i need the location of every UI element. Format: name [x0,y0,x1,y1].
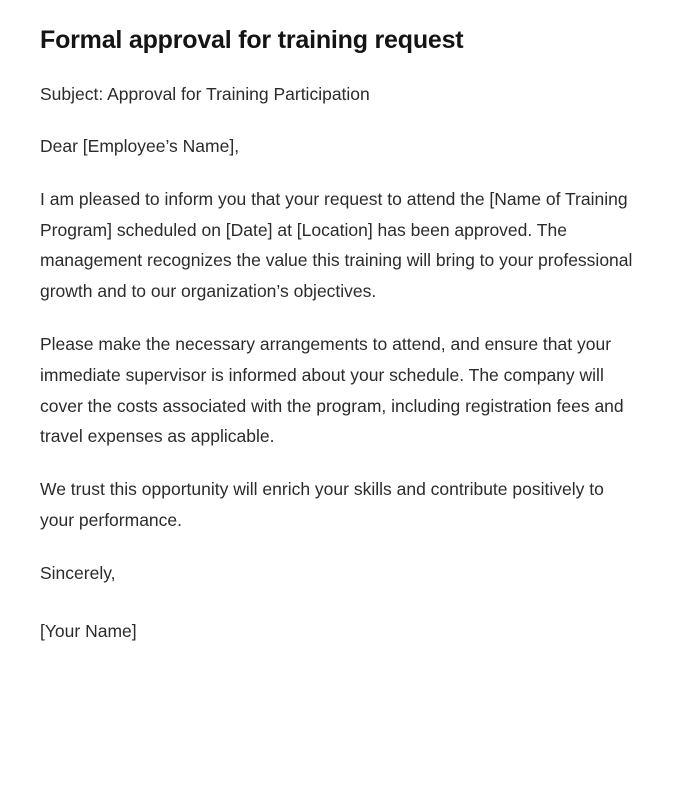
body-paragraph-3: We trust this opportunity will enrich your skills and contribute positively to your performance. [40,479,604,530]
subject-line: Subject: Approval for Training Participation [40,83,370,104]
body-paragraph-2: Please make the necessary arrangements to attend, and ensure that your immediate supervisor is informed about your schedule. The company will cover the costs associated with the program, including registration fees and travel expenses as applicable. [40,333,624,447]
closing-line: Sincerely, [40,562,116,583]
page-title: Formal approval for training request [40,26,464,54]
salutation: Dear [Employee’s Name], [40,136,240,157]
body-paragraph-1: I am pleased to inform you that your request to attend the [Name of Training Program] scheduled on [Date] at [Location] has been approved. The management recognizes the value this training will bring to your professional growth and to our organization’s objectives. [40,188,633,302]
signature-line: [Your Name] [40,621,137,642]
